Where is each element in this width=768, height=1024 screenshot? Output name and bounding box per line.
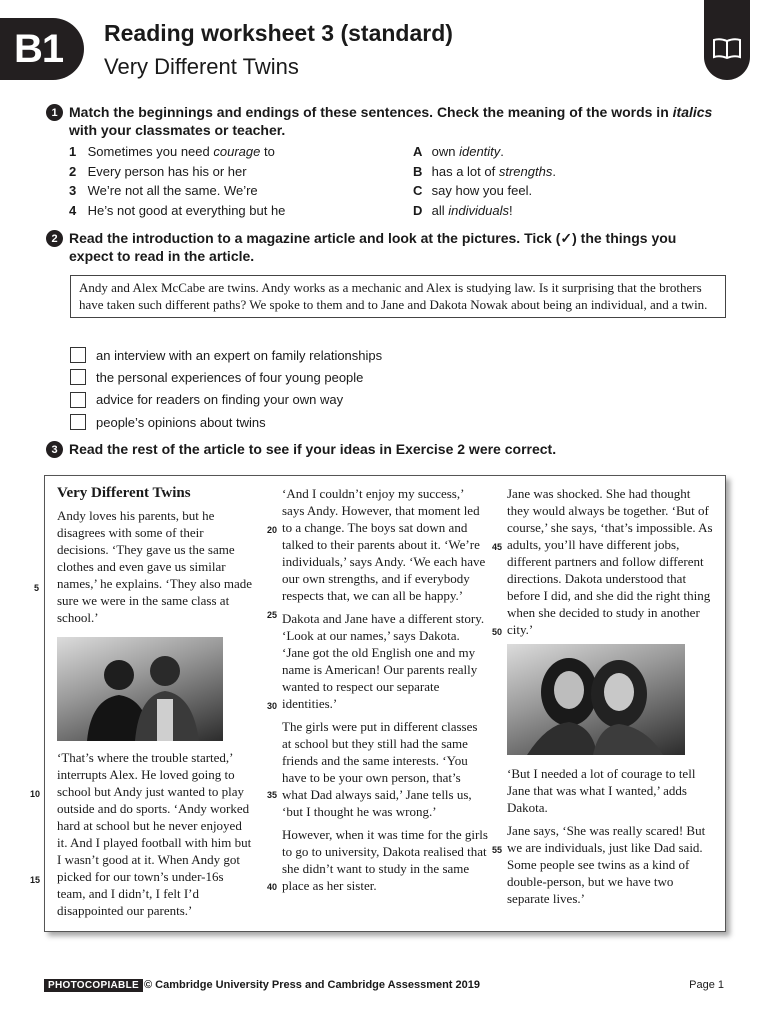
article-column-3-lower [507, 765, 713, 913]
level-badge [0, 18, 84, 80]
article-title: Very Different Twins [57, 485, 191, 501]
worksheet-title: Reading worksheet 3 (standard) [104, 20, 453, 46]
footer [44, 979, 724, 995]
line-number: 45 [492, 542, 503, 552]
checkbox[interactable] [70, 347, 86, 363]
tick-option[interactable] [70, 411, 382, 433]
page-number: Page 1 [689, 979, 724, 991]
article-paragraph: ‘But I needed a lot of courage to tell Jane that was what I wanted,’ adds Dakota. [507, 766, 696, 815]
exercise-1-number: 1 [46, 104, 63, 121]
item-number: 4 [69, 202, 77, 218]
item-text: all [431, 202, 449, 218]
exercise-2-instruction: Read the introduction to a magazine article and look at the pictures. Tick (✓) the things you expect to read in the article. [69, 230, 677, 264]
item-text: . [552, 163, 556, 179]
option-label: an interview with an expert on family relationships [96, 347, 383, 363]
tick-option[interactable] [70, 389, 382, 411]
beginning-item [69, 142, 285, 162]
item-text: say how you feel. [431, 183, 533, 198]
twin-brothers-illustration [57, 637, 223, 741]
photocopiable-label: PHOTOCOPIABLE [44, 979, 143, 992]
sentence-beginnings [69, 142, 285, 220]
item-text: We’re not all the same. We’re [87, 183, 258, 198]
line-number: 40 [267, 882, 278, 892]
line-number: 55 [492, 845, 503, 855]
article-column-2 [282, 485, 488, 900]
exercise-3-number: 3 [46, 441, 63, 458]
checkbox[interactable] [70, 392, 86, 408]
item-number: 1 [69, 144, 77, 159]
item-text: Sometimes you need [87, 144, 214, 159]
article-paragraph: ‘That’s where the trouble started,’ interrupts Alex. He loved going to school but Andy just wanted to play outside and do sports. ‘Andy worked hard at school but he never enjoyed it. And I played football with him but I wasn’t good at it. When Andy got picked for our town’s under-16s team, and I didn’t, I felt I’d disappointed our parents.’ [57, 750, 252, 918]
item-letter: A [413, 144, 423, 159]
item-text: ! [508, 202, 513, 218]
article-column-3 [507, 485, 713, 644]
worksheet-subtitle: Very Different Twins [104, 54, 299, 79]
article-column-1-lower [57, 749, 253, 925]
item-letter: C [413, 183, 423, 198]
line-number: 35 [267, 790, 278, 800]
tick-option[interactable] [70, 344, 382, 366]
item-letter: B [413, 163, 423, 179]
article-paragraph: Dakota and Jane have a different story. ‘Look at our names,’ says Dakota. ‘Jane got the old English one and my name is American! Our parents really wanted to respect our separate identities.’ [282, 611, 485, 711]
article-paragraph: However, when it was time for the girls to go to university, Dakota realised that she didn’t want to study in the same place as her sister. [282, 827, 488, 893]
photo-twin-sisters [507, 644, 685, 755]
item-italic: courage [213, 144, 261, 159]
instr-text: with your classmates or teacher. [69, 122, 286, 138]
article-paragraph: Andy loves his parents, but he disagrees with some of their decisions. ‘They gave us the same clothes and even gave us similar names,’ he explains. ‘They also made sure we were in the same class at school.’ [57, 508, 253, 625]
article-column-1 [57, 485, 253, 632]
instr-italic: italics [672, 104, 713, 120]
ending-item [413, 142, 556, 162]
option-label: advice for readers on finding your own way [96, 392, 344, 408]
item-text: to [260, 144, 275, 159]
item-text: He’s not good at everything but he [87, 202, 286, 218]
line-number: 20 [267, 525, 278, 535]
exercise-3-instruction: Read the rest of the article to see if your ideas in Exercise 2 were correct. [69, 441, 557, 457]
sentence-endings [413, 142, 556, 220]
exercise-3-heading [46, 440, 719, 458]
line-number: 25 [267, 610, 278, 620]
checkbox[interactable] [70, 414, 86, 430]
ending-item [413, 181, 556, 201]
ending-item [413, 201, 556, 221]
article-paragraph: Jane was shocked. She had thought they would always be together. ‘But of course,’ she says, ‘that’s impossible. As adults, you’ll have different jobs, different partners and follow different directions. Dakota understood that before I did, and she did the right thing when she decided to study in another city.’ [507, 486, 713, 637]
exercise-1-instruction [69, 103, 719, 139]
beginning-item [69, 181, 285, 201]
line-number: 5 [34, 583, 40, 593]
article-introduction: Andy and Alex McCabe are twins. Andy works as a mechanic and Alex is studying law. Is it surprising that the brothers have taken such different paths? We spoke to them and to Jane and Dakota Nowak about being an individual, and a twin. [70, 275, 726, 318]
exercise-1-heading [46, 103, 719, 139]
photo-twin-brothers [57, 637, 223, 741]
line-number: 10 [30, 789, 41, 799]
option-label: the personal experiences of four young people [96, 369, 364, 385]
line-number: 15 [30, 875, 41, 885]
book-icon [712, 37, 742, 59]
article-paragraph: Jane says, ‘She was really scared! But we are individuals, just like Dad said. Some people see twins as a kind of double-person, but we have two separate lives.’ [507, 823, 706, 906]
item-text: has a lot of [431, 163, 499, 179]
item-text: . [500, 144, 504, 159]
level-badge-label: B1 [14, 26, 64, 71]
article-box [30, 475, 726, 932]
reading-tab [704, 0, 750, 80]
copyright-notice: © Cambridge University Press and Cambridge Assessment 2019 [144, 979, 480, 991]
exercise-2-heading [46, 229, 719, 265]
article-paragraph: The girls were put in different classes at school but they still had the same friends and the same interests. ‘You have to be your own person, that’s what Dad always said,’ Jane tells us, ‘but I thought he was wrong.’ [282, 719, 478, 819]
checkbox[interactable] [70, 369, 86, 385]
item-italic: strengths [498, 163, 553, 179]
beginning-item [69, 201, 285, 221]
item-italic: individuals [448, 202, 509, 218]
twin-sisters-illustration [507, 644, 685, 755]
item-text: own [431, 144, 460, 159]
item-letter: D [413, 202, 423, 218]
item-text: Every person has his or her [87, 163, 247, 179]
instr-text: Match the beginnings and endings of these sentences. Check the meaning of the words in [69, 104, 673, 120]
tick-options [70, 344, 382, 433]
item-number: 2 [69, 163, 77, 179]
option-label: people’s opinions about twins [96, 414, 266, 430]
exercise-2-number: 2 [46, 230, 63, 247]
item-italic: identity [459, 144, 501, 159]
tick-option[interactable] [70, 366, 382, 388]
line-number: 50 [492, 627, 503, 637]
ending-item [413, 162, 556, 182]
article-paragraph: ‘And I couldn’t enjoy my success,’ says Andy. However, that moment led to a change. The boys sat down and talked to their parents about it. ‘We’re individuals,’ says Andy. ‘We each have our own strengths, and if everybody respects that, we can all be happy.’ [282, 486, 486, 603]
line-number: 30 [267, 701, 278, 711]
item-number: 3 [69, 183, 77, 198]
beginning-item [69, 162, 285, 182]
